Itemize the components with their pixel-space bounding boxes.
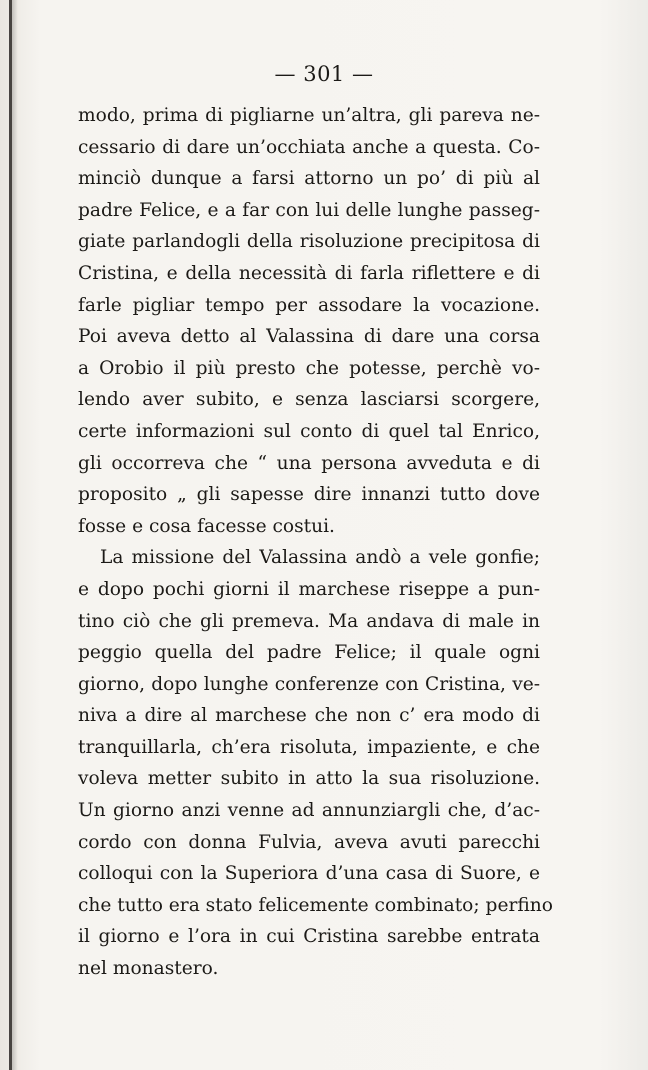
text-line: certe informazioni sul conto di quel tal Enrico,	[78, 420, 540, 442]
body-text	[78, 100, 553, 985]
text-line: voleva metter subito in atto la sua risoluzione.	[78, 768, 540, 790]
text-line: tino ciò che gli premeva. Ma andava di male in	[78, 610, 540, 632]
text-line: niva a dire al marchese che non c’ era modo di	[78, 705, 540, 727]
text-line: che tutto era stato felicemente combinato; perfino	[78, 894, 553, 916]
text-line: modo, prima di pigliarne un’altra, gli pareva ne-	[78, 105, 540, 126]
text-line: giorno, dopo lunghe conferenze con Cristina, ve-	[78, 673, 540, 695]
text-line: minciò dunque a farsi attorno un po’ di più al	[78, 168, 540, 190]
text-line: il giorno e l’ora in cui Cristina sarebbe entrata	[78, 926, 540, 948]
text-line: peggio quella del padre Felice; il quale ogni	[78, 642, 540, 664]
binding-shadow	[12, 0, 18, 1070]
text-line: nel monastero.	[78, 958, 219, 980]
paragraph	[78, 542, 553, 984]
text-line: Cristina, e della necessità di farla riflettere e di	[78, 262, 540, 284]
text-line: farle pigliar tempo per assodare la vocazione.	[78, 294, 540, 316]
text-line: fosse e cosa facesse costui.	[78, 515, 335, 537]
text-line: e dopo pochi giorni il marchese riseppe a pun-	[78, 578, 540, 600]
text-line: padre Felice, e a far con lui delle lunghe passeg-	[78, 199, 540, 221]
text-line: La missione del Valassina andò a vele gonfie;	[100, 547, 540, 569]
page-number: — 301 —	[274, 62, 374, 86]
text-line: Poi aveva detto al Valassina di dare una corsa	[78, 326, 540, 348]
text-line: lendo aver subito, e senza lasciarsi scorgere,	[78, 389, 540, 411]
text-line: gli occorreva che “ una persona avveduta e di	[78, 452, 540, 474]
text-line: a Orobio il più presto che potesse, perchè vo-	[78, 357, 540, 379]
text-line: colloqui con la Superiora d’una casa di Suore, e	[78, 863, 540, 885]
text-line: cessario di dare un’occhiata anche a questa. Co-	[78, 136, 540, 158]
paragraph	[78, 100, 540, 542]
text-line: giate parlandogli della risoluzione precipitosa di	[78, 231, 540, 253]
text-line: cordo con donna Fulvia, aveva avuti parecchi	[78, 831, 540, 853]
text-line: Un giorno anzi venne ad annunziargli che, d’ac-	[78, 800, 540, 822]
text-line: tranquillarla, ch’era risoluta, impaziente, e che	[78, 736, 540, 758]
text-line: proposito „ gli sapesse dire innanzi tutto dove	[78, 484, 540, 506]
